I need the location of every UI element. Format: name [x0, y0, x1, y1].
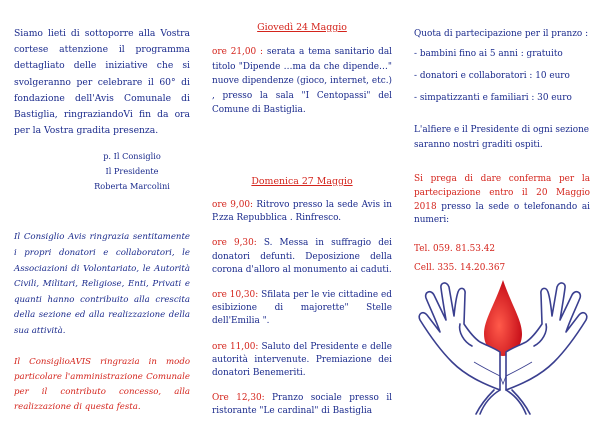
- event-time: ore 11,00:: [212, 341, 259, 352]
- event-text: S. Messa in suffragio dei donatori defunti. Deposizione della corona d'alloro al monumento ai caduti.: [212, 238, 392, 275]
- event-text: Saluto del Presidente e delle autorità intervenute. Premiazione dei donatori Benemeriti.: [212, 341, 392, 378]
- event-item: [212, 237, 392, 277]
- hands-holding-blood-drop-icon: [414, 272, 592, 418]
- event-time: ore 10,30:: [212, 289, 259, 300]
- quota-item: - bambini fino ai 5 anni : gratuito: [414, 48, 563, 59]
- event-text: Sfilata per le vie cittadine ed esibizione di majorette" Stelle dell'Emilia ".: [212, 289, 392, 327]
- intro-text: Siamo lieti di sottoporre alla Vostra cortese attenzione il programma dettagliato delle iniziative che si svolgeranno per celebrare il 60° di fondazione dell'Avis Comunale di Bastiglia, ringraziandoVi fin da ora per la Vostra gradita presenza.: [14, 28, 190, 137]
- event-time: ore 21,00 :: [212, 47, 264, 57]
- signature-line: Il Presidente: [105, 166, 159, 177]
- rsvp-note: [414, 173, 590, 227]
- quota-item: - donatori e collaboratori : 10 euro: [414, 70, 570, 81]
- event-text: Ritrovo presso la sede Avis in P.zza Repubblica . Rinfresco.: [212, 199, 392, 224]
- event-item: [212, 341, 392, 381]
- event-item: [212, 199, 392, 225]
- event-time: ore 9,00:: [212, 199, 253, 210]
- blood-drop-shape: [484, 280, 522, 356]
- phone-landline: Tel. 059. 81.53.42: [414, 243, 496, 254]
- event-item: [212, 45, 392, 118]
- day1-title: Giovedì 24 Maggio: [257, 22, 347, 33]
- event-text: serata a tema sanitario dal titolo "Dipende …ma da che dipende…" nuove dipendenze (gioco, internet, etc.) , presso la sala "I Centopassi" del Comune di Bastiglia.: [212, 47, 392, 116]
- event-time: ore 9,30:: [212, 238, 257, 249]
- day2-title: Domenica 27 Maggio: [251, 175, 353, 187]
- right-hand-shape: [506, 283, 587, 414]
- signature-line: p. Il Consiglio: [103, 151, 161, 162]
- rsvp-contact: presso la sede o telefonando ai numeri:: [414, 201, 590, 226]
- thanks-municipality-text: Il ConsiglioAVIS ringrazia in modo particolare l'amministrazione Comunale per il contributo concesso, alla realizzazione di questa festa.: [14, 356, 190, 413]
- event-item: [212, 392, 392, 418]
- thanks-donors-text: Il Consiglio Avis ringrazia sentitamente i propri donatori e collaboratori, le Associazioni di Volontariato, le Autorità Civili, Militari, Religiose, Enti, Privati e quanti hanno contribuito alla crescita della sezione ed alla realizzazione della sua attività.: [14, 232, 190, 336]
- left-hand-shape: [419, 283, 500, 414]
- guests-note: L'alfiere e il Presidente di ogni sezione saranno nostri graditi ospiti.: [414, 124, 590, 150]
- quota-title: Quota di partecipazione per il pranzo :: [414, 29, 589, 39]
- signature-name: Roberta Marcolini: [94, 181, 170, 192]
- left-column: [0, 0, 200, 424]
- signature-block: [14, 149, 190, 194]
- event-text: Pranzo sociale presso il ristorante "Le cardinal" di Bastiglia: [212, 393, 392, 417]
- phone-mobile: Cell. 335. 14.20.367: [414, 262, 506, 273]
- program-column: [200, 0, 400, 424]
- quota-item: - simpatizzanti e familiari : 30 euro: [414, 92, 572, 103]
- event-time: Ore 12,30:: [212, 393, 265, 404]
- event-item: [212, 289, 392, 329]
- rsvp-deadline: Si prega di dare conferma per la partecipazione entro il 20 Maggio 2018: [414, 174, 590, 212]
